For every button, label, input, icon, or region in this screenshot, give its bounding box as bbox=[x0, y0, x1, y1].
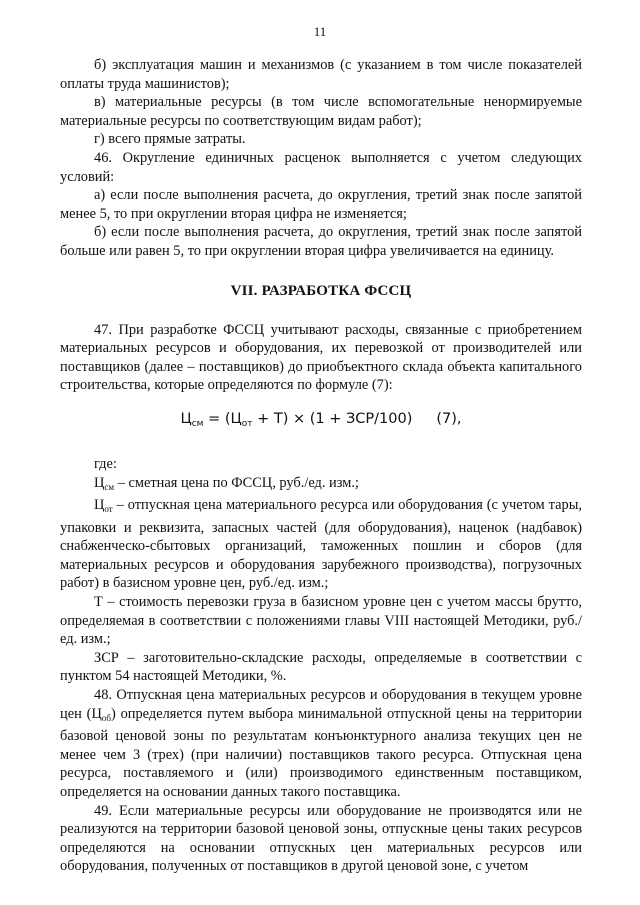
definition-csm bbox=[60, 474, 582, 497]
cot-sub: от bbox=[104, 504, 113, 515]
formula-lhs-sub: см bbox=[191, 418, 204, 429]
csm-symbol: Ц bbox=[94, 474, 105, 491]
section-heading: VII. РАЗРАБОТКА ФССЦ bbox=[230, 282, 412, 299]
page-number: 11 bbox=[313, 24, 327, 39]
para48-sub: об bbox=[101, 712, 111, 723]
formula-7 bbox=[60, 411, 582, 429]
formula-rest: + Т) × (1 + ЗСР/100) bbox=[252, 410, 413, 427]
definition-t: Т – стоимость перевозки груза в базисном уровне цен с учетом массы брутто, определяемая в соответствии с положениями главы VIII настоящей Методики, руб./ед. изм.; bbox=[60, 594, 582, 648]
csm-sub: см bbox=[104, 481, 115, 492]
paragraph-46-a: а) если после выполнения расчета, до округления, третий знак после запятой менее 5, то при округлении вторая цифра не изменяется; bbox=[60, 187, 582, 222]
paragraph-47: 47. При разработке ФССЦ учитывают расходы, связанные с приобретением материальных ресурсов и оборудования, их перевозкой от производителей или поставщиков (далее – поставщиков) до приобъектного склада объекта капитального строительства, которые определяются по формуле (7): bbox=[60, 321, 582, 394]
list-item-b: б) эксплуатация машин и механизмов (с указанием в том числе показателей оплаты труда машинистов); bbox=[60, 57, 582, 92]
list-item-v: в) материальные ресурсы (в том числе вспомогательные ненормируемые материальные ресурсы по соответствующим видам работ); bbox=[60, 94, 582, 129]
formula-ot-sub: от bbox=[241, 418, 253, 429]
paragraph-46-b: б) если после выполнения расчета, до округления, третий знак после запятой больше или равен 5, то при округлении вторая цифра увеличивается на единицу. bbox=[60, 224, 582, 259]
para48-start: 48. Отпускная цена материальных ресурсов и оборудования в текущем уровне цен (Ц bbox=[60, 687, 582, 722]
csm-text: – сметная цена по ФССЦ, руб./ед. изм.; bbox=[114, 474, 359, 491]
paragraph-48 bbox=[60, 686, 582, 802]
paragraph-46: 46. Округление единичных расценок выполняется с учетом следующих условий: bbox=[60, 149, 582, 185]
cot-symbol: Ц bbox=[94, 497, 105, 514]
formula-eq-open: = (Ц bbox=[203, 410, 242, 427]
formula-number: (7), bbox=[436, 410, 462, 427]
para48-end: ) определяется путем выбора минимальной отпускной цены на территории базовой ценовой зоны по результатам конъюнктурного анализа текущих цен не менее чем 3 (трех) (при наличии) поставщиков такого ресурса. Отпускная цена ресурса, поставляемого и (или) производимого единственным поставщиком, определяется на основании данных такого поставщика. bbox=[60, 705, 582, 800]
paragraph-49: 49. Если материальные ресурсы или оборудование не производятся или не реализуются на территории базовой ценовой зоны, отпускные цены таких ресурсов определяются на основании отпускных цен материальных ресурсов или оборудования, полученных от поставщиков в другой ценовой зоне, с учетом bbox=[60, 802, 582, 875]
formula-lhs: Ц bbox=[180, 410, 192, 427]
definition-zsr: ЗСР – заготовительно-складские расходы, определяемые в соответствии с пунктом 54 настоящей Методики, %. bbox=[60, 649, 582, 685]
definition-cot bbox=[60, 496, 582, 593]
cot-text: – отпускная цена материального ресурса или оборудования (с учетом тары, упаковки и реквизита, запасных частей (для оборудования), наценок (надбавок) снабженческо-сбытовых организаций, таможенных пошлин и сборов (для материальных ресурсов и оборудования зарубежного производства), погрузочных работ) в базисном уровне цен, руб./ед. изм.; bbox=[60, 497, 582, 592]
list-item-g: г) всего прямые затраты. bbox=[94, 131, 246, 148]
where-label: где: bbox=[94, 455, 117, 472]
document-body bbox=[60, 56, 582, 876]
